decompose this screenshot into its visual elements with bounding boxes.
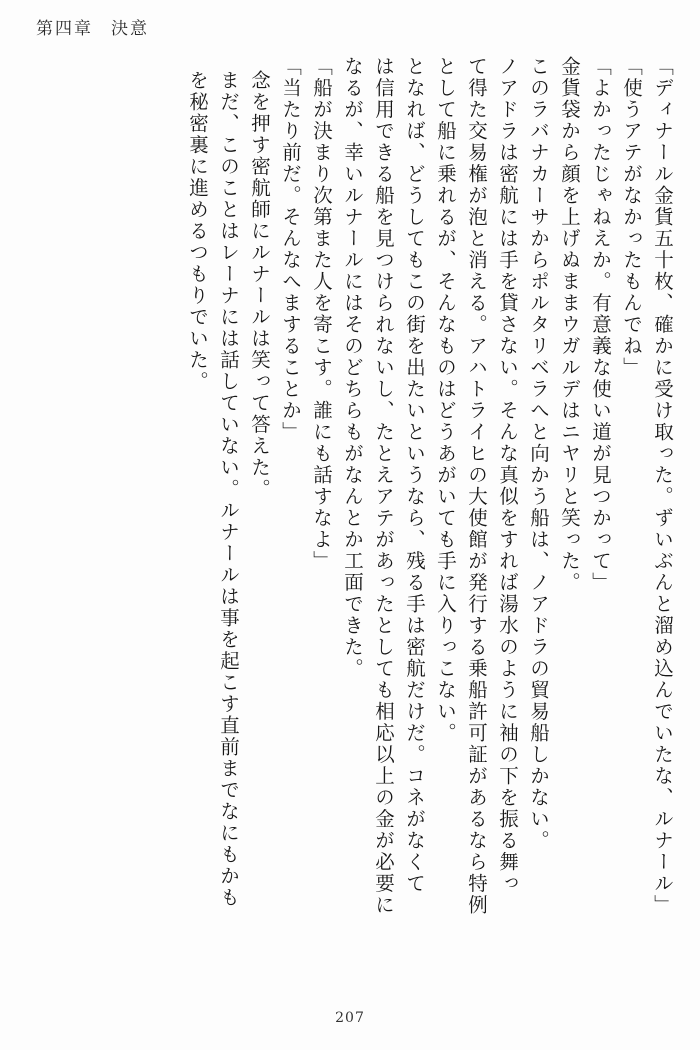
text-column: は信用できる船を見つけられないし、たとえアテがあったとしても相応以上の金が必要に [372, 56, 395, 916]
text-column: 「よかったじゃねえか。有意義な使い道が見つかって」 [589, 56, 612, 594]
text-column: 「当たり前だ。そんなへますることか」 [279, 56, 302, 443]
text-column: このラバナカーサからポルタリベラへと向かう船は、ノアドラの貿易船しかない。 [527, 56, 550, 852]
text-column: て得た交易権が泡と消える。アハトライヒの大使館が発行する乗船許可証があるなら特例 [465, 56, 488, 916]
text-column: を秘密裏に進めるつもりでいた。 [186, 70, 209, 393]
text-column: 金貨袋から顔を上げぬままウガルデはニヤリと笑った。 [558, 56, 581, 594]
text-column: 「使うアテがなかったもんでね」 [620, 56, 643, 379]
text-column: まだ、このことはレーナには話していない。ルナールは事を起こす直前までなにもかも [217, 70, 240, 909]
text-column: 「船が決まり次第また人を寄こす。誰にも話すなよ」 [310, 56, 333, 572]
text-column: 「ディナール金貨五十枚、確かに受け取った。ずいぶんと溜め込んでいたな、ルナール」 [651, 56, 674, 916]
page-header [36, 14, 149, 39]
text-column: 念を押す密航師にルナールは笑って答えた。 [248, 70, 271, 500]
chapter-number: 第四章 [36, 19, 93, 39]
vertical-text-body [48, 56, 672, 992]
page-number: 207 [335, 1010, 365, 1026]
text-column: ノアドラは密航には手を貸さない。そんな真似をすれば湯水のように袖の下を振る舞っ [496, 56, 519, 895]
chapter-title: 決意 [111, 19, 149, 39]
text-column: として船に乗れるが、そんなものはどうあがいても手に入りっこない。 [434, 56, 457, 744]
text-column: なるが、幸いルナールにはそのどちらもがなんとか工面できた。 [341, 56, 364, 680]
text-column: となれば、どうしてもこの街を出たいというなら、残る手は密航だけだ。コネがなくて [403, 56, 426, 895]
